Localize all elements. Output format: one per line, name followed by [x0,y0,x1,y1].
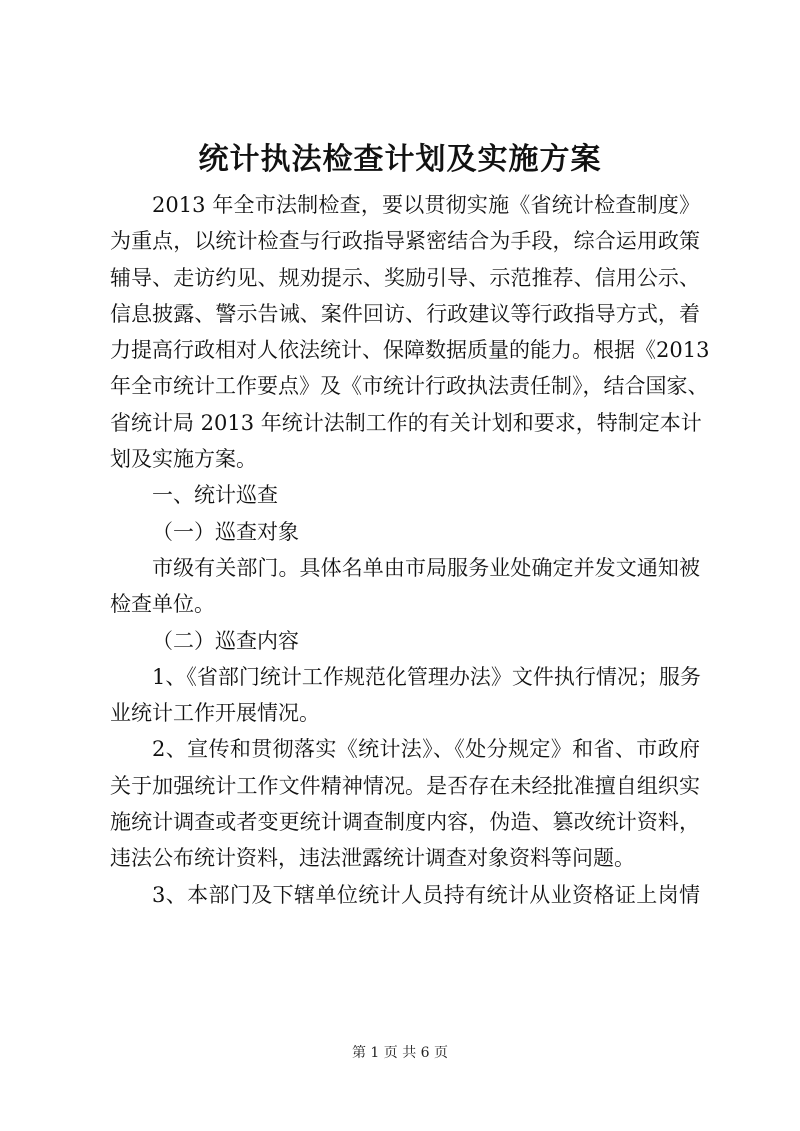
page-footer: 第 1 页 共 6 页 [351,1045,449,1061]
paragraph-line: 划及实施方案。 [110,447,257,472]
paragraph-line: 3、本部门及下辖单位统计人员持有统计从业资格证上岗情 [152,882,700,907]
document-title: 统计执法检查计划及实施方案 [198,142,602,177]
subsection-heading: （一）巡查对象 [152,519,299,544]
paragraph-line: 业统计工作开展情况。 [110,701,320,726]
paragraph-line: 省统计局 2013 年统计法制工作的有关计划和要求，特制定本计 [110,410,702,435]
subsection-heading: （二）巡查内容 [152,628,299,653]
paragraph-line: 信息披露、警示告诫、案件回访、行政建议等行政指导方式，着 [110,301,700,326]
paragraph-line: 年全市统计工作要点》及《市统计行政执法责任制》，结合国家、 [110,374,709,399]
paragraph-line: 市级有关部门。具体名单由市局服务业处确定并发文通知被 [152,555,700,580]
section-heading: 一、统计巡查 [152,483,278,508]
paragraph-line: 力提高行政相对人依法统计、保障数据质量的能力。根据《2013 [110,338,710,363]
document-body [110,187,710,913]
paragraph-line: 辅导、走访约见、规劝提示、奖励引导、示范推荐、信用公示、 [110,265,700,290]
paragraph-line: 施统计调查或者变更统计调查制度内容，伪造、篡改统计资料， [110,810,700,835]
paragraph-line: 2013 年全市法制检查，要以贯彻实施《省统计检查制度》 [152,193,700,217]
paragraph-line: 检查单位。 [110,592,215,617]
paragraph-line: 关于加强统计工作文件精神情况。是否存在未经批准擅自组织实 [110,773,700,798]
paragraph-line: 违法公布统计资料，违法泄露统计调查对象资料等问题。 [110,846,635,871]
paragraph-line: 1、《省部门统计工作规范化管理办法》文件执行情况；服务 [152,664,701,689]
paragraph-line: 为重点，以统计检查与行政指导紧密结合为手段，综合运用政策 [110,229,700,254]
paragraph-line: 2、宣传和贯彻落实《统计法》、《处分规定》和省、市政府 [152,737,700,762]
